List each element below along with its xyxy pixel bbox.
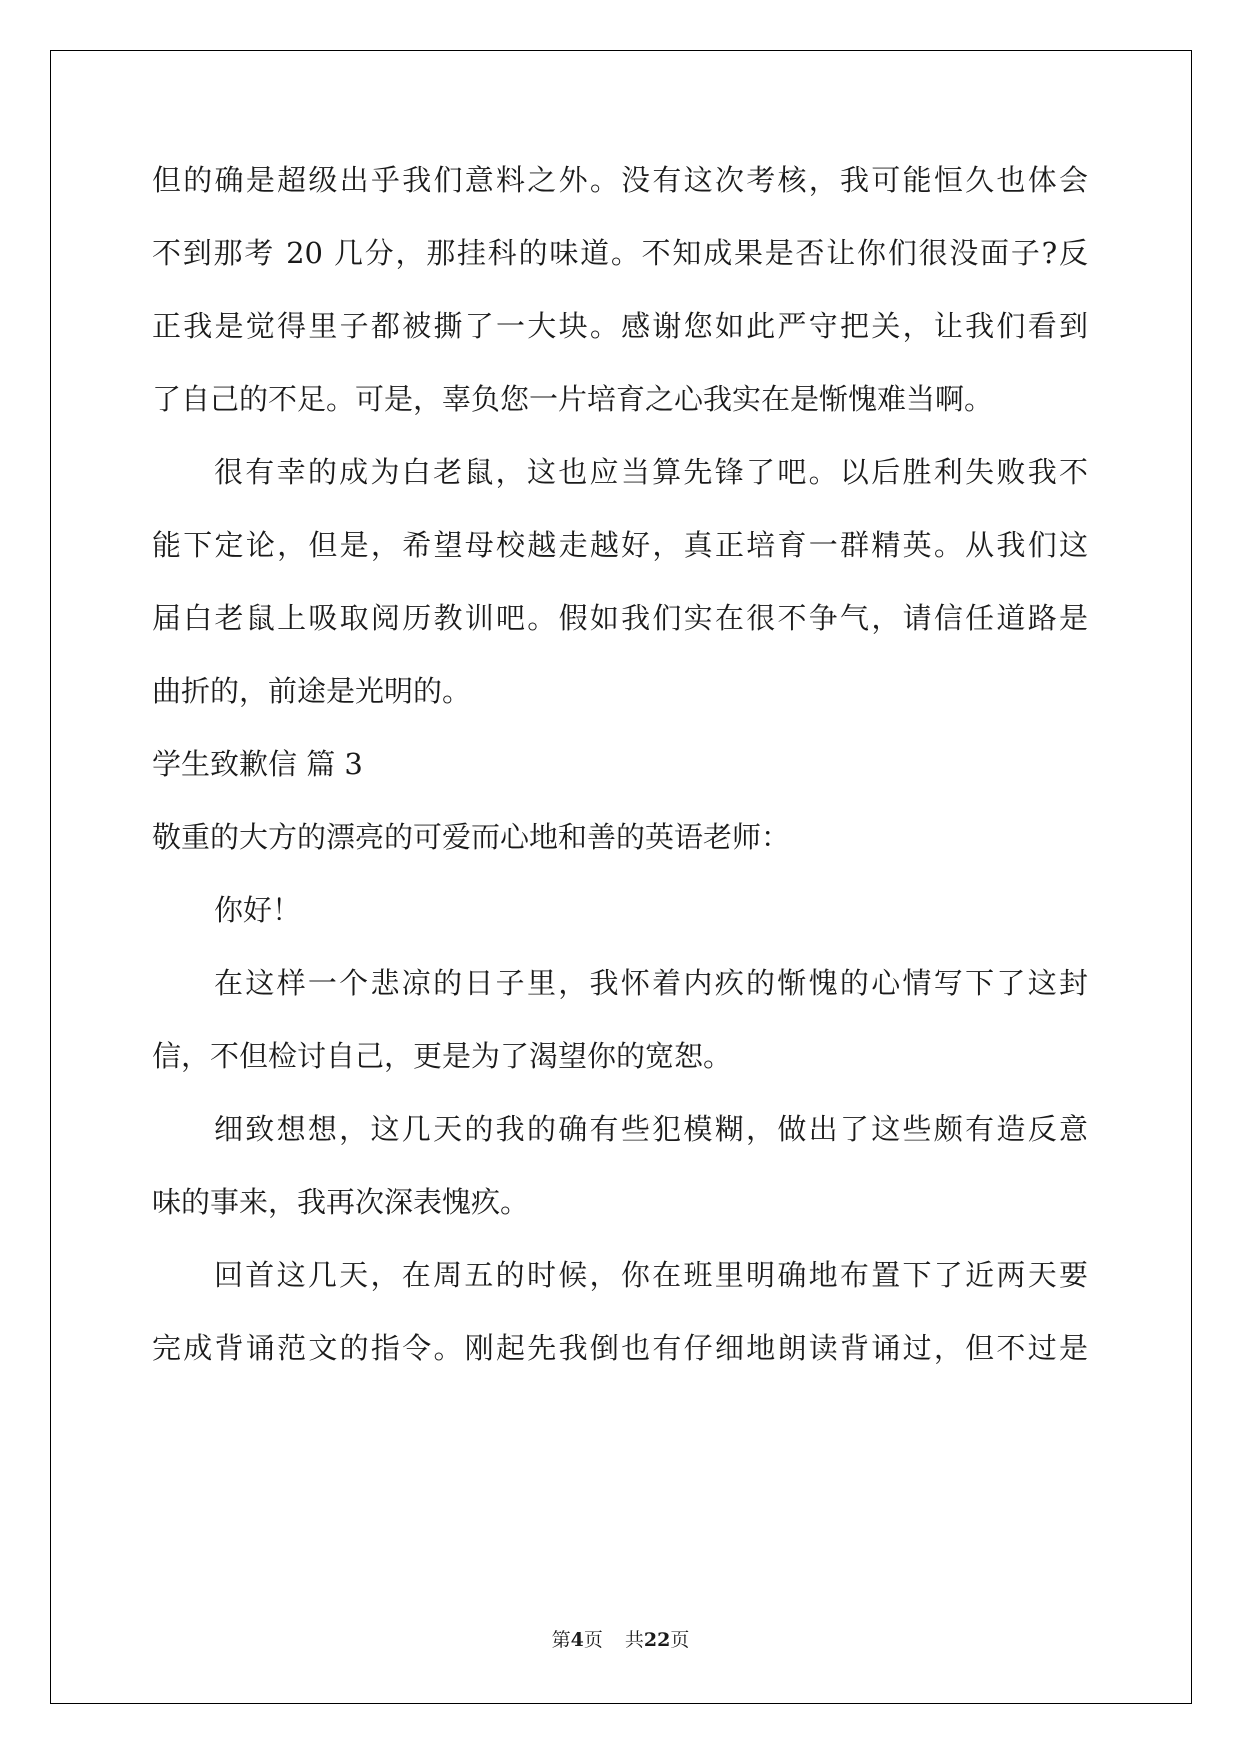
total-page-count: 22 [643,1629,671,1651]
text-line: 能下定论，但是，希望母校越走越好，真正培育一群精英。从我们这 [152,528,1088,562]
text-line: 完成背诵范文的指令。刚起先我倒也有仔细地朗读背诵过，但不过是 [152,1331,1088,1365]
text-line: 不到那考 20 几分，那挂科的味道。不知成果是否让你们很没面子?反 [152,236,1088,270]
text-line: 味的事来，我再次深表愧疚。 [152,1185,530,1219]
footer-prefix: 第 [551,1629,571,1651]
page-border [50,50,1192,1704]
text-line: 信，不但检讨自己，更是为了渴望你的宽恕。 [152,1039,733,1073]
text-line: 届白老鼠上吸取阅历教训吧。假如我们实在很不争气，请信任道路是 [152,601,1088,635]
text-line: 正我是觉得里子都被撕了一大块。感谢您如此严守把关，让我们看到 [152,309,1088,343]
text-line: 曲折的，前途是光明的。 [152,674,472,708]
text-line: 在这样一个悲凉的日子里，我怀着内疚的惭愧的心情写下了这封 [214,966,1088,1000]
section-heading: 学生致歉信 篇 3 [152,747,363,781]
page-footer [0,1625,1241,1652]
text-line: 回首这几天，在周五的时候，你在班里明确地布置下了近两天要 [214,1258,1088,1292]
footer-page-suffix: 页 [583,1629,603,1651]
footer-total-prefix: 共 [624,1629,644,1651]
salutation: 敬重的大方的漂亮的可爱而心地和善的英语老师： [152,820,791,854]
footer-total-suffix: 页 [670,1629,690,1651]
text-line: 了自己的不足。可是，辜负您一片培育之心我实在是惭愧难当啊。 [152,382,994,416]
text-line: 很有幸的成为白老鼠，这也应当算先锋了吧。以后胜利失败我不 [214,455,1088,489]
text-line: 细致想想，这几天的我的确有些犯模糊，做出了这些颇有造反意 [214,1112,1088,1146]
current-page-number: 4 [570,1629,584,1651]
text-line: 但的确是超级出乎我们意料之外。没有这次考核，我可能恒久也体会 [152,163,1088,197]
greeting: 你好！ [214,893,302,927]
